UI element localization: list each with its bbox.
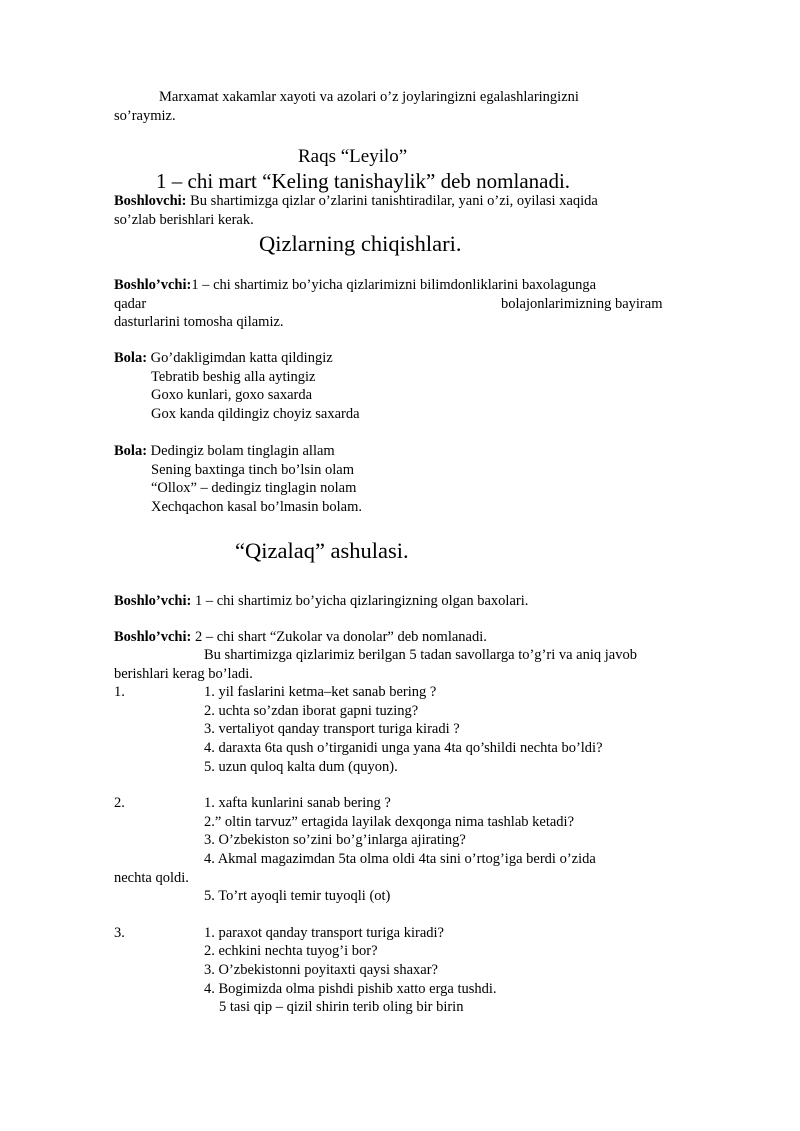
question-set-number: 3. [114,925,125,941]
heading-qizalaq: “Qizalaq” ashulasi. [235,538,409,563]
question-item: 3. vertaliyot qanday transport turiga kiradi ? [204,721,460,737]
paragraph-text: qadar [114,296,147,312]
question-item: nechta qoldi. [114,870,189,886]
speaker-label: Bola: [114,443,148,459]
question-item: 2.” oltin tarvuz” ertagida layilak dexqonga nima tashlab ketadi? [204,814,575,830]
boshlovchi-paragraph [114,628,487,647]
question-item: 4. daraxta 6ta qush o’tirganidi unga yana 4ta qo’shildi nechta bo’ldi? [204,740,603,756]
poem-line: Xechqachon kasal bo’lmasin bolam. [151,499,362,515]
question-item: 3. O’zbekistonni poyitaxti qaysi shaxar? [204,962,438,978]
paragraph-text: bolajonlarimizning bayiram [501,296,663,312]
paragraph-text: Bu shartimizga qizlarimiz berilgan 5 tadan savollarga to’g’ri va aniq javob [204,647,637,663]
boshlovchi-paragraph [114,592,528,611]
question-item: 1. yil faslarini ketma–ket sanab bering ? [204,684,437,700]
paragraph-text: 2 – chi shart “Zukolar va donolar” deb nomlanadi. [191,629,487,645]
paragraph-text: dasturlarini tomosha qilamiz. [114,314,284,330]
paragraph-text: 1 – chi shartimiz bo’yicha qizlarimizni bilimdonliklarini baxolagunga [191,277,597,293]
question-item: 4. Akmal magazimdan 5ta olma oldi 4ta sini o’rtog’iga berdi o’zida [204,851,596,867]
speaker-label: Boshlovchi: [114,193,187,209]
question-item: 5 tasi qip – qizil shirin terib oling bir birin [219,999,464,1015]
question-item: 2. echkini nechta tuyog’i bor? [204,943,378,959]
heading-mart: 1 – chi mart “Keling tanishaylik” deb nomlanadi. [156,169,571,193]
paragraph-text: so’zlab berishlari kerak. [114,212,254,228]
question-item: 5. To’rt ayoqli temir tuyoqli (ot) [204,888,391,904]
question-item: 4. Bogimizda olma pishdi pishib xatto erga tushdi. [204,981,497,997]
boshlovchi-paragraph [114,276,596,295]
heading-qizlar: Qizlarning chiqishlari. [259,231,462,256]
poem-line: Sening baxtinga tinch bo’lsin olam [151,462,354,478]
poem-line: Tebratib beshig alla aytingiz [151,369,316,385]
paragraph-text: Bu shartimizga qizlar o’zlarini tanishtiradilar, yani o’zi, oyilasi xaqida [186,193,598,209]
poem-line: Bola: Go’dakligimdan katta qildingiz [114,350,333,366]
intro-line: Marxamat xakamlar xayoti va azolari o’z joylaringizni egalashlaringizni [159,89,579,105]
question-item: 3. O’zbekiston so’zini bo’g’inlarga ajirating? [204,832,466,848]
question-set-number: 2. [114,795,125,811]
speaker-label: Boshlo’vchi: [114,629,192,645]
speaker-label: Bola: [114,350,148,366]
heading-raqs: Raqs “Leyilo” [298,146,408,167]
poem-line: Bola: Dedingiz bolam tinglagin allam [114,443,335,459]
paragraph-text: 1 – chi shartimiz bo’yicha qizlaringizning olgan baxolari. [191,593,529,609]
speaker-label: Boshlo’vchi: [114,593,192,609]
paragraph-text: berishlari kerag bo’ladi. [114,666,253,682]
poem-line: “Ollox” – dedingiz tinglagin nolam [151,480,357,496]
speaker-label: Boshlo’vchi: [114,277,192,293]
question-item: 1. xafta kunlarini sanab bering ? [204,795,391,811]
question-item: 2. uchta so’zdan iborat gapni tuzing? [204,703,419,719]
question-set-number: 1. [114,684,125,700]
intro-line: so’raymiz. [114,108,176,124]
poem-line: Gox kanda qildingiz choyiz saxarda [151,406,360,422]
question-item: 5. uzun quloq kalta dum (quyon). [204,759,398,775]
boshlovchi-paragraph [114,192,598,211]
question-item: 1. paraxot qanday transport turiga kiradi? [204,925,444,941]
poem-line: Goxo kunlari, goxo saxarda [151,387,313,403]
